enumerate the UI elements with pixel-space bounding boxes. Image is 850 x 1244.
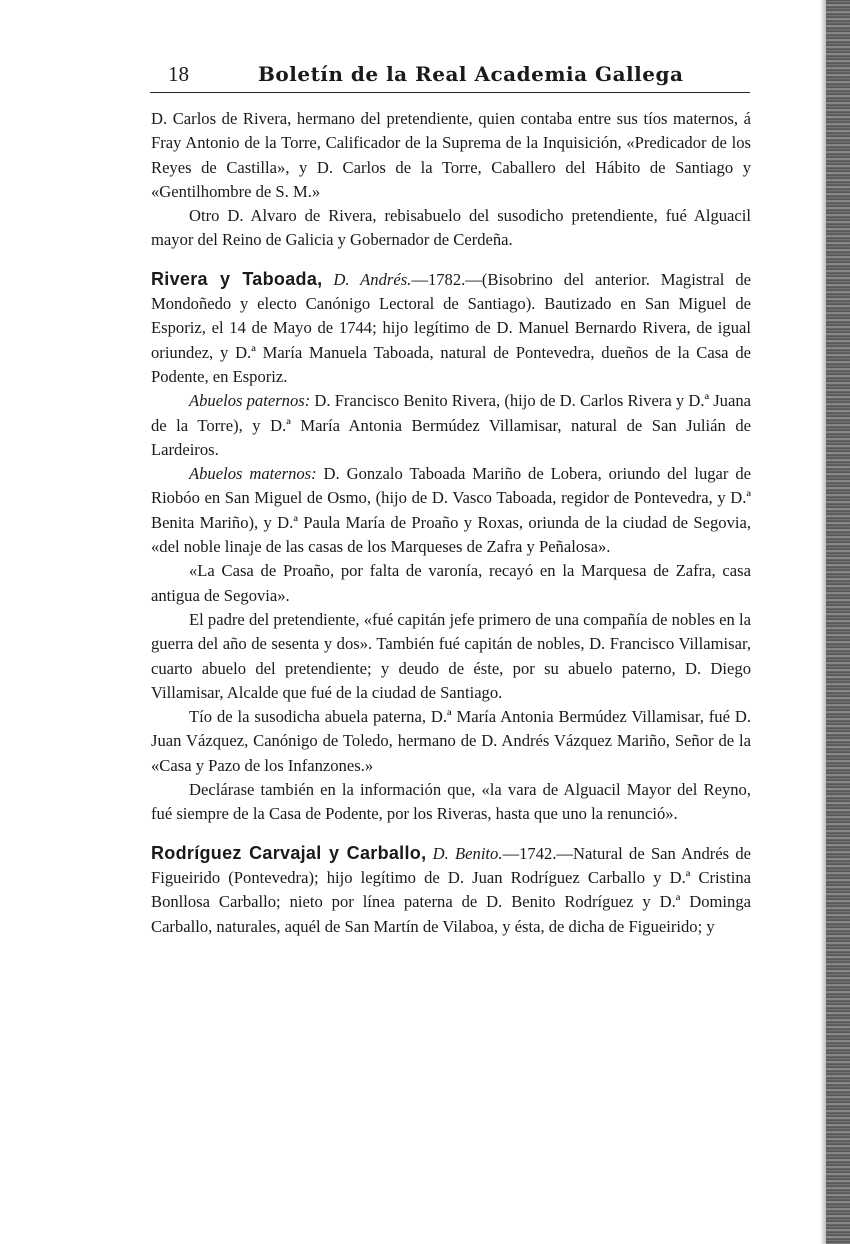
paragraph-abuelos-maternos bbox=[151, 462, 751, 559]
entry-name: Rivera y Taboada, bbox=[151, 268, 323, 289]
entry-text: —1742.—Natural de San Andrés de Figueirido (Pontevedra); hijo legítimo de D. Juan Rodríguez Carballo y D.ª Cristina Bonllosa Carballo; nieto por línea paterna de D. Benito Rodríguez y D.ª Dominga Carballo, naturales, aquél de San Martín de Vilaboa, y ésta, de dicha de Figueirido; y bbox=[151, 843, 752, 936]
entry-given-name: D. Benito. bbox=[432, 843, 503, 863]
paragraph: Otro D. Alvaro de Rivera, rebisabuelo del susodicho pretendiente, fué Alguacil mayor del Reino de Galicia y Gobernador de Cerdeña. bbox=[151, 206, 751, 250]
page-edge-stack bbox=[826, 0, 850, 1244]
paragraph-label: Abuelos maternos: bbox=[189, 464, 317, 484]
entry-rivera-y-taboada bbox=[151, 267, 751, 389]
paragraph-text: D. Gonzalo Taboada Mariño de Lobera, oriundo del lugar de Riobóo en San Miguel de Osmo, (hijo de D. Vasco Taboada, regidor de Pontevedra, y D.ª Benita Mariño), y D.ª Paula María de Proaño y Roxas, oriunda de la ciudad de Segovia, «del noble linaje de las casas de los Marqueses de Zafra y Peñalosa». bbox=[151, 464, 751, 557]
page-number: 18 bbox=[168, 62, 189, 86]
paragraph: «La Casa de Proaño, por falta de varonía, recayó en la Marquesa de Zafra, casa antigua de Segovia». bbox=[151, 561, 751, 605]
entry-rodriguez-carvajal-y-carballo bbox=[151, 841, 751, 939]
paragraph: El padre del pretendiente, «fué capitán jefe primero de una compañía de nobles en la guerra del año de sesenta y dos». También fué capitán de nobles, D. Francisco Villamisar, cuarto abuelo del pretendiente; y deudo de éste, por su abuelo paterno, D. Diego Villamisar, Alcalde que fué de la ciudad de Santiago. bbox=[151, 609, 751, 702]
paragraph: D. Carlos de Rivera, hermano del pretendiente, quien contaba entre sus tíos maternos, á Fray Antonio de la Torre, Calificador de la Suprema de la Inquisición, «Predicador de los Reyes de Castilla», y D. Carlos de la Torre, Caballero del Hábito de Santiago y «Gentilhombre de S. M.» bbox=[151, 109, 751, 201]
page-header bbox=[150, 62, 750, 93]
entry-given-name: D. Andrés. bbox=[333, 269, 412, 289]
page-body bbox=[151, 107, 751, 939]
paragraph: Declárase también en la información que, «la vara de Alguacil Mayor del Reyno, fué siempre de la Casa de Podente, por los Riveras, hasta que uno la renunció». bbox=[151, 780, 751, 824]
entry-text: —1782.—(Bisobrino del anterior. Magistral de Mondoñedo y electo Canónigo Lectoral de Santiago). Bautizado en San Miguel de Esporiz, el 14 de Mayo de 1744; hijo legítimo de D. Manuel Bernardo Rivera, de igual oriundez, y D.ª María Manuela Taboada, natural de Pontevedra, dueños de la Casa de Podente, en Esporiz. bbox=[151, 269, 752, 386]
paragraph-label: Abuelos paternos: bbox=[189, 391, 311, 411]
paragraph-text: D. Francisco Benito Rivera, (hijo de D. Carlos Rivera y D.ª Juana de la Torre), y D.ª María Antonia Bermúdez Villamisar, natural de San Julián de Lardeiros. bbox=[151, 391, 751, 459]
paragraph-abuelos-paternos bbox=[151, 389, 751, 462]
paragraph: Tío de la susodicha abuela paterna, D.ª María Antonia Bermúdez Villamisar, fué D. Juan Vázquez, Canónigo de Toledo, hermano de D. Andrés Vázquez Mariño, Señor de la «Casa y Pazo de los Infanzones.» bbox=[151, 707, 751, 775]
entry-name: Rodríguez Carvajal y Carballo, bbox=[151, 842, 427, 863]
running-head: Boletín de la Real Academia Gallega bbox=[258, 62, 684, 86]
